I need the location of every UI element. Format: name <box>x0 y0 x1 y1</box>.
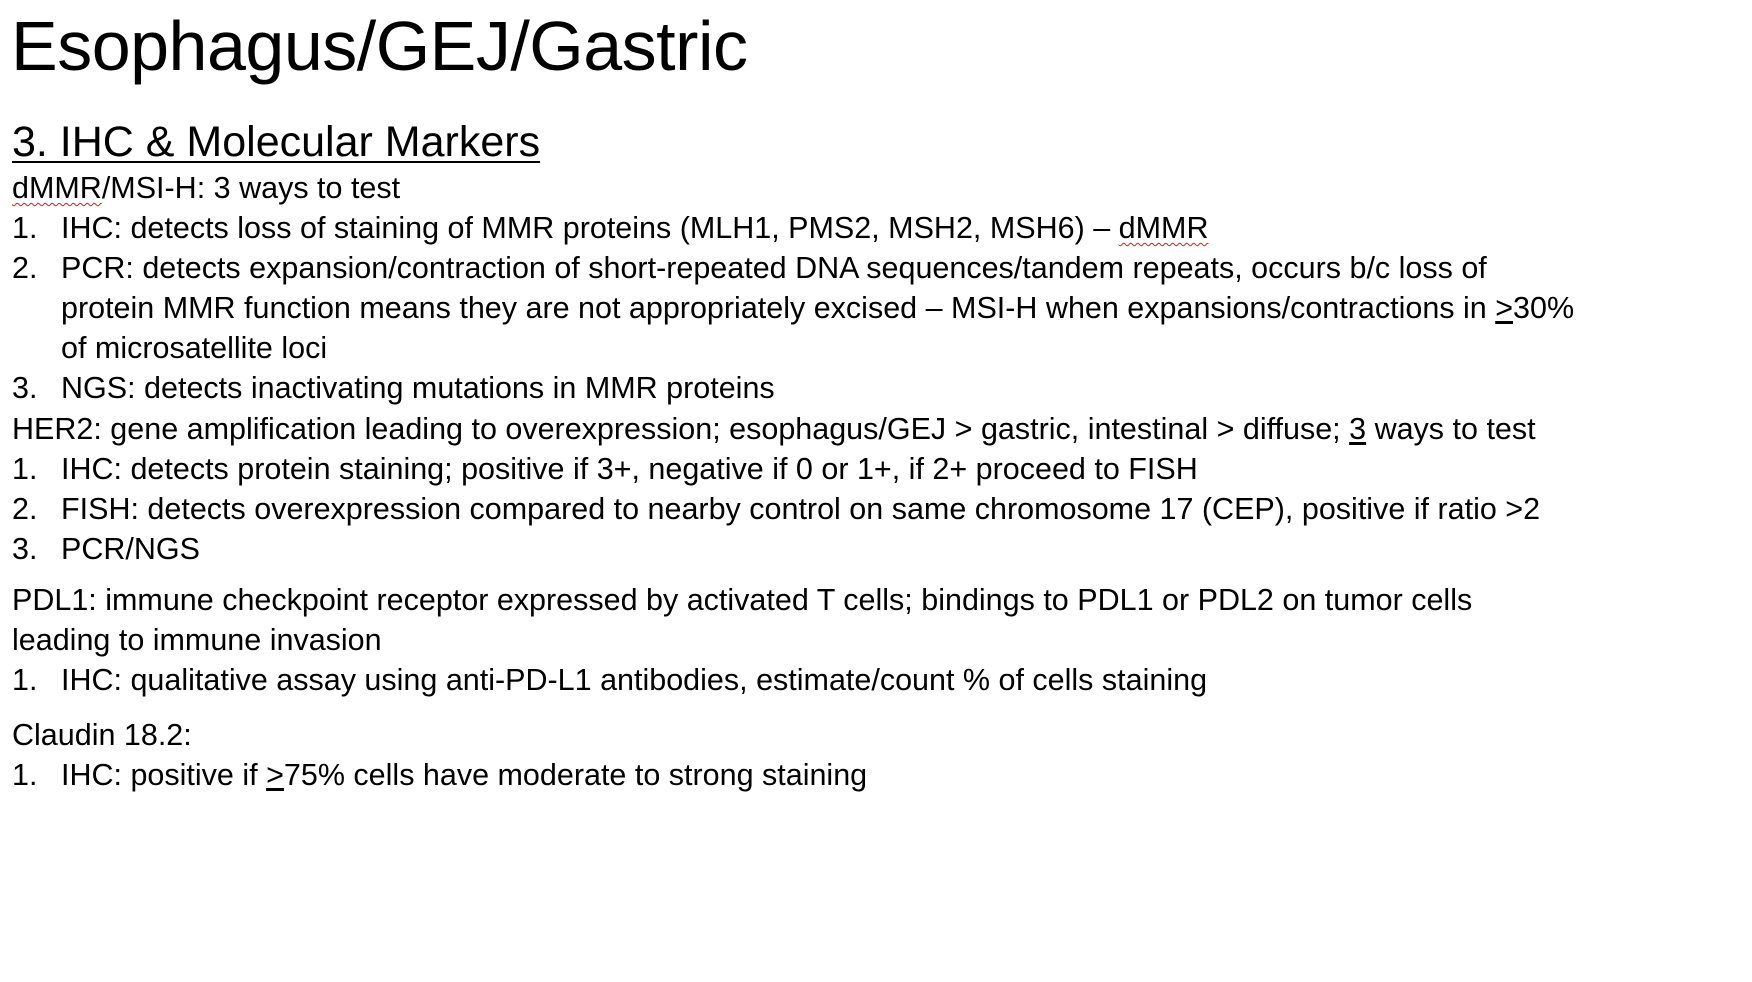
dmmr-item-2-continuation-2: of microsatellite loci <box>61 331 328 365</box>
list-text: FISH: detects overexpression compared to nearby control on same chromosome 17 (CEP), positive if ratio >2 <box>61 492 1541 526</box>
dmmr-section <box>12 168 1732 408</box>
dmmr-item-3 <box>12 368 1732 408</box>
pdl1-heading-line-1: PDL1: immune checkpoint receptor expressed by activated T cells; bindings to PDL1 or PDL2 on tumor cells <box>12 583 1473 617</box>
list-number: 1. <box>12 663 38 697</box>
list-number: 1. <box>12 211 38 245</box>
list-text: PCR/NGS <box>61 532 200 566</box>
list-number: 1. <box>12 452 38 486</box>
her2-item-3 <box>12 529 1732 569</box>
list-text: IHC: qualitative assay using anti-PD-L1 antibodies, estimate/count % of cells staining <box>61 663 1208 697</box>
claudin-heading: Claudin 18.2: <box>12 718 192 752</box>
dmmr-term: dMMR <box>1118 211 1209 245</box>
pdl1-item-1 <box>12 660 1732 700</box>
slide-subtitle: 3. IHC & Molecular Markers <box>12 118 541 166</box>
list-text-pre: protein MMR function means they are not appropriately excised – MSI-H when expansions/contractions in <box>61 291 1496 325</box>
pdl1-section <box>12 580 1732 700</box>
list-text: NGS: detects inactivating mutations in MMR proteins <box>61 371 775 405</box>
list-text <box>61 208 1208 248</box>
dmmr-item-2 <box>12 248 1732 288</box>
list-number: 1. <box>12 758 38 792</box>
list-number: 2. <box>12 492 38 526</box>
her2-item-1 <box>12 449 1732 489</box>
claudin-section <box>12 715 1732 795</box>
greater-equal-sign: > <box>1495 291 1514 325</box>
list-number: 3. <box>12 371 38 405</box>
her2-heading <box>12 409 1732 449</box>
list-text-pre: IHC: positive if <box>61 758 267 792</box>
dmmr-item-1 <box>12 208 1732 248</box>
list-text: IHC: detects protein staining; positive if 3+, negative if 0 or 1+, if 2+ proceed to FISH <box>61 452 1198 486</box>
dmmr-heading-term: dMMR <box>12 171 102 205</box>
her2-section <box>12 409 1732 569</box>
list-text: PCR: detects expansion/contraction of short-repeated DNA sequences/tandem repeats, occurs b/c loss of <box>61 251 1487 285</box>
list-number: 3. <box>12 532 38 566</box>
her2-heading-count: 3 <box>1349 412 1367 446</box>
list-number: 2. <box>12 251 38 285</box>
list-text-post: 30% <box>1513 291 1575 325</box>
dmmr-item-2-continuation <box>12 288 1732 328</box>
dmmr-heading-rest: /MSI-H: 3 ways to test <box>101 171 401 205</box>
her2-heading-post: ways to test <box>1366 412 1536 446</box>
list-text-main: IHC: detects loss of staining of MMR proteins (MLH1, PMS2, MSH2, MSH6) – <box>61 211 1119 245</box>
slide-title: Esophagus/GEJ/Gastric <box>11 7 748 85</box>
her2-item-2 <box>12 489 1732 529</box>
pdl1-heading-line-2: leading to immune invasion <box>12 623 382 657</box>
greater-equal-sign: > <box>266 758 284 792</box>
her2-heading-pre: HER2: gene amplification leading to overexpression; esophagus/GEJ > gastric, intestinal > diffuse; <box>12 412 1350 446</box>
dmmr-heading <box>12 168 1732 208</box>
list-text <box>61 755 867 795</box>
list-text-post: 75% cells have moderate to strong staining <box>283 758 868 792</box>
claudin-item-1 <box>12 755 1732 795</box>
